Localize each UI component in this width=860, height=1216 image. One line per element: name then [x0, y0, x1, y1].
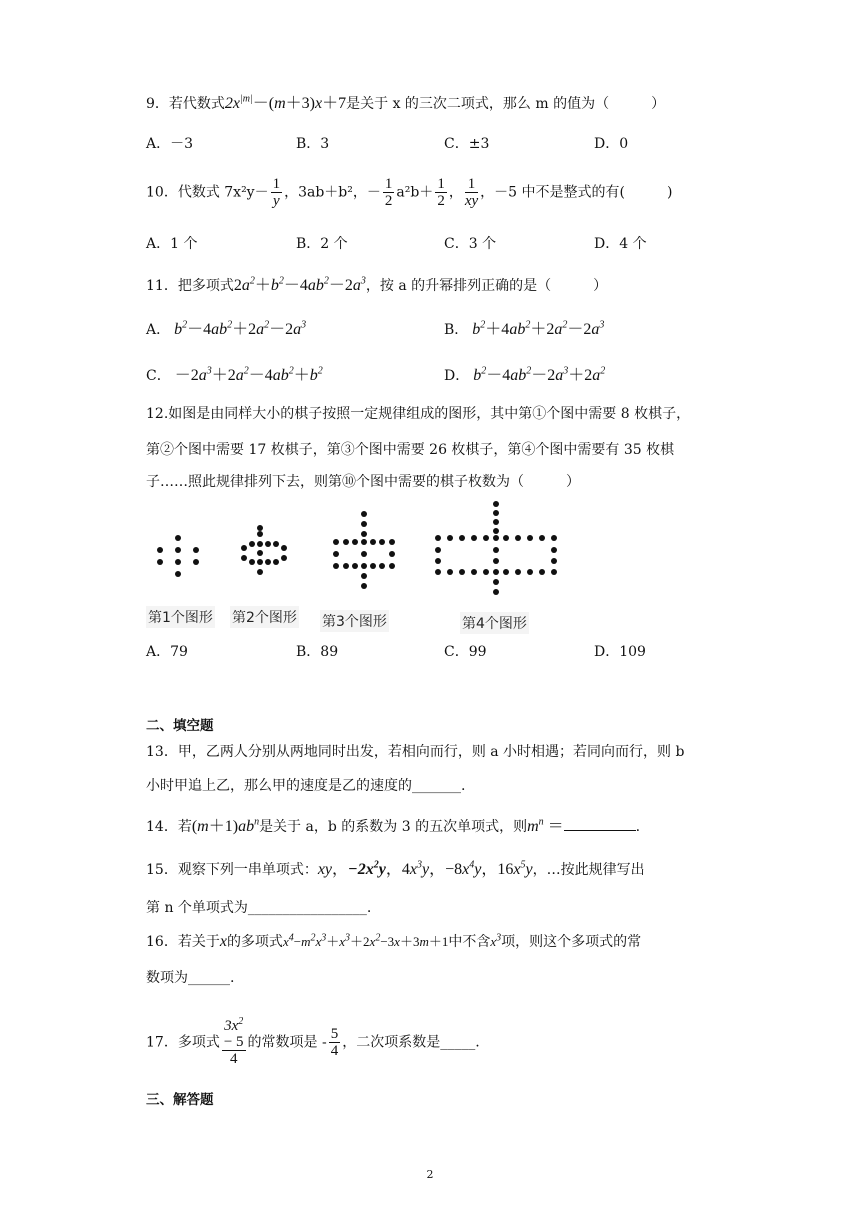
q15-line-2: 第 n 个单项式为_________________.: [146, 900, 372, 916]
q12-option-c[interactable]: C．99: [444, 644, 487, 660]
q14-monomial: $(m+1)ab^n$: [191, 816, 260, 835]
question-16: 16．若关于x的多项式$x^4-m^2x^3+x^3+2x^2-3x+3m+1$中不含$x^3$项，则这个多项式的常: [146, 932, 642, 950]
q9-option-d[interactable]: D．0: [594, 136, 629, 152]
fraction-1-over-2b: $\frac{1}{2}$: [437, 176, 445, 209]
q9-option-b[interactable]: B．3: [296, 136, 330, 152]
q15-monomial-sequence: xy，$-2x^2y$，$4x^3y$，$-8x^4y$，$16x^5y$: [317, 859, 533, 878]
question-14: 14．若$(m+1)ab^n$是关于 a，b 的系数为 3 的五次单项式，则$m^n$ ＝ .: [146, 816, 641, 835]
q11-option-b[interactable]: B． $b^2+4ab^2+2a^2-2a^3$: [444, 319, 605, 338]
q11-option-c[interactable]: C． $-2a^3+2a^2-4ab^2+b^2$: [146, 365, 323, 384]
fraction-1-over-2: $\frac{1}{2}$: [384, 176, 393, 209]
q16-variable-x: x: [219, 933, 227, 950]
question-9: 9．若代数式$2x^{|m|}-(m+3)x+7$是关于 x 的三次二项式，那么 m 的值为（ ）: [146, 93, 666, 112]
question-10: 10．代数式 7x²y－ $\frac{1}{y}$ ，3ab＋b²，－ $\frac{1}{2}$ a²b＋ $\frac{1}{2}$ ， $\frac{1}{xy}$ ，－5 中不是整式的有( ): [146, 176, 673, 209]
figure-label-1: 第1个图形: [146, 606, 215, 628]
pattern-2: [241, 525, 287, 575]
q12-line-3: 子……照此规律排列下去，则第⑩个图中需要的棋子枚数为（ ）: [146, 474, 580, 490]
q17-constant-fraction: $\frac{5}{4}$: [330, 1026, 339, 1059]
q16-line-2: 数项为______.: [146, 970, 235, 986]
question-17: 17．多项式 $3x^2$ − 5 4 的常数项是 - $\frac{5}{4}$ ，二次项系数是_____.: [146, 1016, 480, 1067]
q17-fraction: $3x^2$ − 5 4: [223, 1016, 244, 1067]
q11-polynomial: $2a^2+b^2-4ab^2-2a^3$: [233, 275, 366, 294]
q14-m-power-n: $m^n$ ＝: [527, 816, 564, 835]
q9-option-c[interactable]: C．±3: [444, 136, 490, 152]
pattern-3: [333, 511, 395, 589]
q10-option-a[interactable]: A．1 个: [146, 236, 198, 252]
section-heading-solutions: 三、解答题: [146, 1092, 214, 1108]
q14-answer-blank[interactable]: [564, 816, 636, 831]
question-15: 15．观察下列一串单项式：xy，$-2x^2y$，$4x^3y$，$-8x^4y$，$16x^5y$，…按此规律写出: [146, 859, 645, 878]
fraction-1-over-y: $\frac{1}{y}$: [272, 176, 281, 209]
q12-option-d[interactable]: D．109: [594, 644, 646, 660]
q12-option-a[interactable]: A．79: [146, 644, 188, 660]
pattern-1: [157, 535, 199, 577]
q11-option-a[interactable]: A． $b^2-4ab^2+2a^2-2a^3$: [146, 319, 307, 338]
figure-label-2: 第2个图形: [230, 606, 299, 628]
q10-option-b[interactable]: B．2 个: [296, 236, 348, 252]
q10-option-c[interactable]: C．3 个: [444, 236, 497, 252]
section-heading-fill-in: 二、填空题: [146, 718, 214, 734]
q12-line-2: 第②个图中需要 17 枚棋子，第③个图中需要 26 枚棋子，第④个图中需要有 35 枚棋: [146, 442, 675, 458]
fraction-1-over-xy: $\frac{1}{xy}$: [464, 176, 479, 209]
q16-polynomial: $x^4-m^2x^3+x^3+2x^2-3x+3m+1$: [282, 932, 449, 949]
q16-x-cubed: $x^3$: [490, 932, 502, 949]
q9-expression: $2x^{|m|}-(m+3)x+7$: [224, 93, 347, 112]
chess-piece-patterns-figure: [140, 500, 580, 600]
page-number: 2: [426, 1168, 434, 1181]
pattern-4: [435, 501, 557, 595]
figure-label-4: 第4个图形: [460, 612, 529, 634]
question-11: 11．把多项式$2a^2+b^2-4ab^2-2a^3$，按 a 的升幂排列正确的是（ ）: [146, 275, 608, 294]
q9-option-a[interactable]: A．－3: [146, 136, 194, 152]
figure-label-3: 第3个图形: [320, 610, 389, 632]
q13-line-1: 13．甲，乙两人分别从两地同时出发，若相向而行，则 a 小时相遇；若同向而行，则 b: [146, 744, 685, 760]
q10-option-d[interactable]: D．4 个: [594, 236, 647, 252]
q12-option-b[interactable]: B．89: [296, 644, 339, 660]
q12-line-1: 12.如图是由同样大小的棋子按照一定规律组成的图形，其中第①个图中需要 8 枚棋子，: [146, 406, 691, 422]
q11-option-d[interactable]: D． $b^2-4ab^2-2a^3+2a^2$: [444, 365, 606, 384]
q13-line-2: 小时甲追上乙，那么甲的速度是乙的速度的_______.: [146, 778, 466, 794]
